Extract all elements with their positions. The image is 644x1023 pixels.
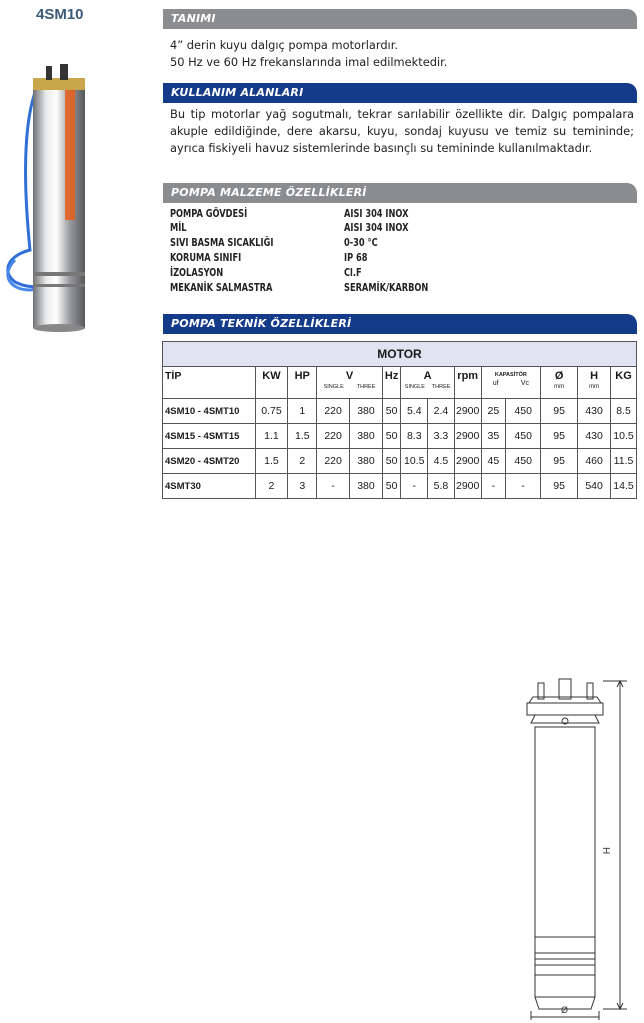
cell-kw: 0.75 [255,399,288,424]
cell-height: 460 [578,449,611,474]
material-key: POMPA GÖVDESİ [170,209,248,220]
tanimi-line-2: 50 Hz ve 60 Hz frekanslarında imal edilmektedir. [170,55,448,69]
cell-diameter: 95 [541,399,578,424]
cell-vc: 450 [506,424,541,449]
dimension-drawing [505,675,644,1020]
diameter-label: Ø [554,370,564,382]
cell-a-single: - [401,474,428,499]
cell-kg: 11.5 [611,449,637,474]
cell-vc: 450 [506,399,541,424]
cell-diameter: 95 [541,474,578,499]
cell-v-single: 220 [317,424,350,449]
cell-vc: 450 [506,449,541,474]
cell-a-single: 8.3 [401,424,428,449]
table-row [163,474,637,499]
three-label: THREE [431,384,451,390]
col-tip: TİP [163,367,256,399]
col-hp: HP [288,367,317,399]
cell-kw: 1.5 [255,449,288,474]
col-height [578,367,611,399]
table-row [163,424,637,449]
col-a-label: A [423,370,432,382]
col-v [317,367,383,399]
kullanim-text: Bu tip motorlar yağ sogutmalı, tekrar sarılabilir özellikte dir. Dalgıç pompalara akuple edildiğinde, dere akarsu, kuyu, sondaj kuyusu ve temiz su temininde; ayrıca fiskiyeli havuz sistemlerinde basınçlı su temininde kullanılmaktadır. [170,107,634,155]
col-diameter [541,367,578,399]
cell-v-single: - [317,474,350,499]
cell-diameter: 95 [541,449,578,474]
cell-hp: 1.5 [288,424,317,449]
material-key: İZOLASYON [170,268,224,279]
cell-kw: 1.1 [255,424,288,449]
cell-hp: 2 [288,449,317,474]
col-a [401,367,454,399]
cell-v-three: 380 [350,449,383,474]
single-label: SINGLE [404,384,425,390]
cell-tip: 4SM10 - 4SMT10 [163,399,256,424]
cell-height: 430 [578,399,611,424]
section-malzeme-header: POMPA MALZEME ÖZELLİKLERİ [163,183,637,203]
motor-photo [0,60,120,340]
cell-rpm: 2900 [454,399,481,424]
cell-v-three: 380 [350,399,383,424]
cell-uf: 45 [481,449,506,474]
cell-height: 430 [578,424,611,449]
col-v-label: V [345,370,354,382]
model-title: 4SM10 [36,6,84,23]
material-key: MİL [170,223,187,234]
cell-diameter: 95 [541,424,578,449]
cell-rpm: 2900 [454,449,481,474]
cell-uf: 35 [481,424,506,449]
height-label: H [590,370,599,382]
three-label: THREE [356,384,376,390]
single-label: SINGLE [323,384,344,390]
col-hz: Hz [382,367,401,399]
cell-a-three: 4.5 [428,449,455,474]
material-key: KORUMA SINIFI [170,253,242,264]
col-kg: KG [611,367,637,399]
h-dimension-label: H [600,847,611,855]
material-value: AISI 304 INOX [344,223,409,234]
cell-a-single: 5.4 [401,399,428,424]
tanimi-line-1: 4” derin kuyu dalgıç pompa motorlardır. [170,38,398,52]
cell-kw: 2 [255,474,288,499]
motor-header: MOTOR [163,342,637,367]
cell-a-three: 5.8 [428,474,455,499]
cell-v-single: 220 [317,449,350,474]
cell-kg: 8.5 [611,399,637,424]
cell-height: 540 [578,474,611,499]
cell-tip: 4SM20 - 4SMT20 [163,449,256,474]
table-header-row [163,367,637,399]
cell-hz: 50 [382,399,401,424]
section-kullanim-header: KULLANIM ALANLARI [163,83,637,103]
mm-label: mm [589,384,600,390]
material-key: MEKANİK SALMASTRA [170,283,273,294]
col-kapasitor [481,367,541,399]
cell-a-three: 3.3 [428,424,455,449]
cell-tip: 4SM15 - 4SMT15 [163,424,256,449]
mm-label: mm [554,384,565,390]
cell-v-three: 380 [350,424,383,449]
cell-v-single: 220 [317,399,350,424]
cell-hp: 1 [288,399,317,424]
cell-a-three: 2.4 [428,399,455,424]
table-row [163,449,637,474]
material-value: 0-30 °C [344,238,378,249]
spec-table [162,341,637,499]
cell-kg: 10.5 [611,424,637,449]
uf-label: uf [492,380,499,387]
vc-label: Vc [520,380,529,387]
table-row [163,399,637,424]
cell-hz: 50 [382,474,401,499]
cell-hz: 50 [382,449,401,474]
material-key: SIVI BASMA SICAKLIĞI [170,238,274,249]
kapasitor-label: KAPASİTÖR [494,372,527,378]
cell-v-three: 380 [350,474,383,499]
cell-uf: 25 [481,399,506,424]
cell-a-single: 10.5 [401,449,428,474]
cell-rpm: 2900 [454,424,481,449]
cell-uf: - [481,474,506,499]
material-value: AISI 304 INOX [344,209,409,220]
material-value: Cl.F [344,268,362,279]
material-value: IP 68 [344,253,368,264]
cell-vc: - [506,474,541,499]
cell-hp: 3 [288,474,317,499]
cell-kg: 14.5 [611,474,637,499]
diameter-dimension-label: Ø [561,1005,569,1015]
cell-hz: 50 [382,424,401,449]
cell-rpm: 2900 [454,474,481,499]
col-kw: KW [255,367,288,399]
col-rpm: rpm [454,367,481,399]
material-value: SERAMİK/KARBON [344,283,429,294]
cell-tip: 4SMT30 [163,474,256,499]
section-teknik-header: POMPA TEKNİK ÖZELLİKLERİ [163,314,637,334]
section-tanimi-header: TANIMI [163,9,637,29]
